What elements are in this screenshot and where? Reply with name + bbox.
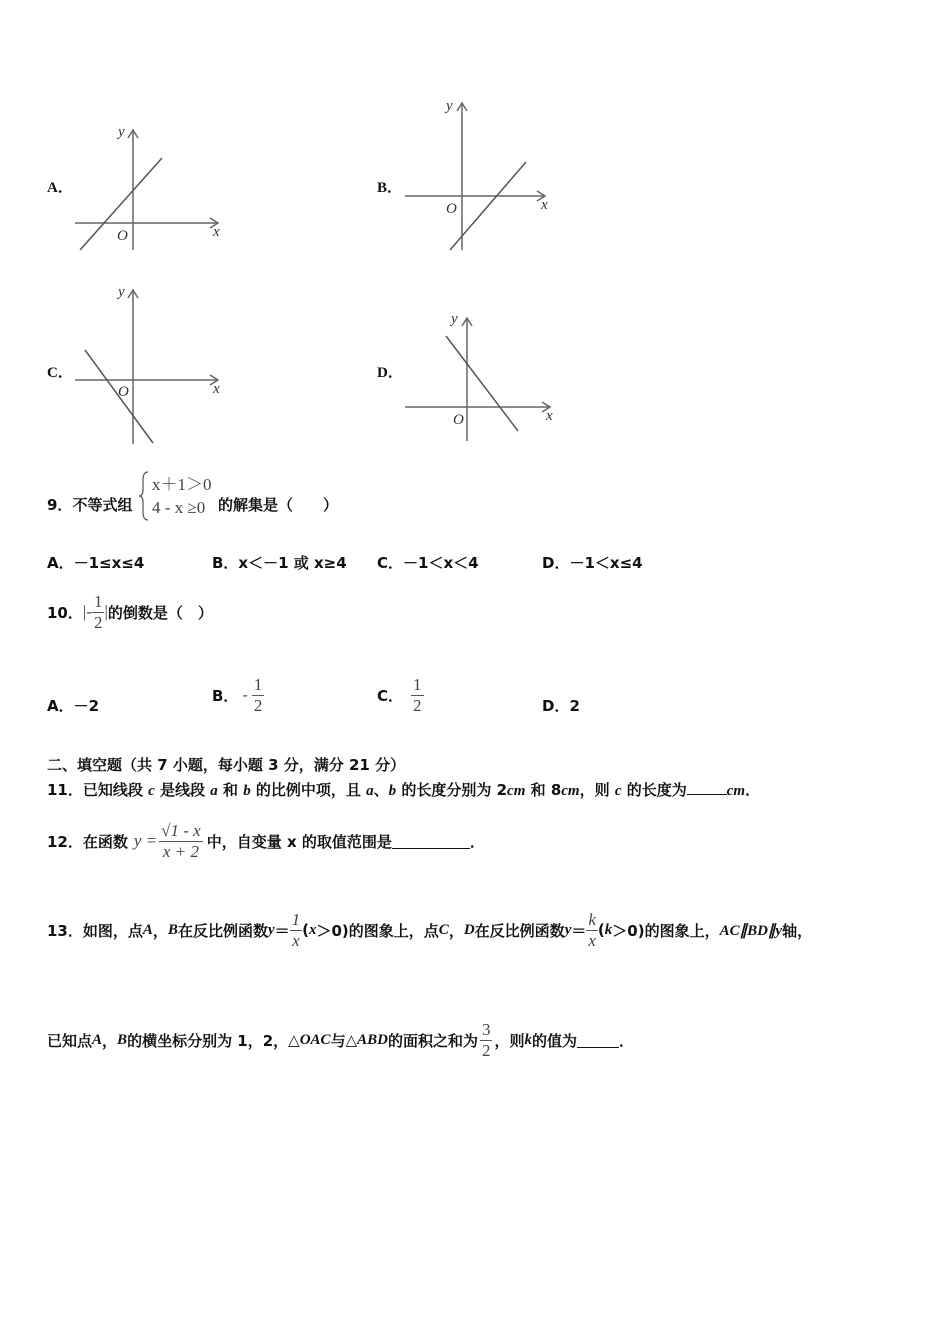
q11-u1: cm (507, 783, 526, 799)
q12-text (47, 812, 485, 870)
q11-text (47, 779, 760, 800)
q13-t5: ＞0)的图象上，点 (316, 921, 439, 940)
q11-number: 11． (47, 781, 83, 799)
origin-label: O (118, 384, 129, 400)
q13-ABD: ABD (357, 1031, 388, 1048)
q13-C: C (438, 921, 449, 938)
q11-u3: cm (726, 783, 746, 799)
q12-denominator: x + 2 (159, 841, 203, 862)
q13-k2: k (524, 1031, 532, 1048)
q12-prefix: 在函数 (82, 832, 128, 851)
y-label: y (451, 311, 458, 327)
q13-l2-t2: ， (102, 1031, 118, 1050)
q13-f3-numerator: 3 (481, 1019, 491, 1039)
section-2-title: 二、填空题（共 7 小题，每小题 3 分，满分 21 分） (47, 756, 406, 774)
q9-stem (47, 494, 132, 515)
q13-f1-denominator: x (290, 930, 303, 951)
q13-x1: x (309, 921, 317, 938)
origin-label: O (453, 412, 464, 428)
q13-t7: 在反比例函数 (474, 921, 565, 940)
q10-option-c (377, 670, 424, 720)
q10-option-b-fraction (252, 675, 265, 716)
q13-answer-blank[interactable] (577, 1033, 619, 1048)
q10-option-d: D．2 (542, 697, 580, 715)
q13-fraction-3 (480, 1020, 493, 1061)
q9-prefix: 不等式组 (72, 496, 133, 514)
q13-t6: ， (448, 921, 464, 940)
q12-fraction (159, 821, 203, 862)
q12-suffix: 中，自变量 x 的取值范围是 (206, 832, 392, 851)
q13-y2: y (564, 921, 572, 938)
q13-t10: 轴， (782, 921, 813, 940)
q10-denominator: 2 (93, 612, 103, 632)
q10-option-c-label: C． (377, 686, 404, 705)
q9-option-c: C．－1＜x＜4 (377, 554, 479, 572)
q13-f3-denominator: 2 (481, 1040, 491, 1060)
q13-l2-B: B (117, 1031, 128, 1048)
x-label: x (213, 381, 220, 397)
graph-c (70, 282, 230, 452)
q10-option-a: A．－2 (47, 697, 100, 715)
y-label: y (446, 98, 453, 114)
q10-abs-left: |- (82, 602, 92, 621)
q13-t9: ＞0)的图象上， (612, 921, 720, 940)
q13-number: 13． (47, 921, 83, 940)
q11-t9: 的长度为 (621, 781, 687, 799)
q11-t4: 的比例中项，且 (250, 781, 367, 799)
q13-f2-numerator: k (588, 909, 596, 929)
q11-t5: 、 (373, 781, 389, 799)
x-label: x (541, 197, 548, 213)
origin-label: O (117, 228, 128, 244)
q11-t3: 和 (217, 781, 244, 799)
q13-l2-t7: 的值为 (532, 1031, 578, 1050)
q11-a2: a (366, 783, 374, 799)
graph-d (400, 308, 565, 453)
q13-eq1: ＝ (274, 921, 290, 940)
q13-y1: y (267, 921, 275, 938)
q13-f1-numerator: 1 (291, 909, 301, 929)
q9-inequality-1: x＋1＞0 (152, 475, 212, 494)
q13-t8: ( (597, 921, 605, 939)
q11-b2: b (388, 783, 397, 799)
q12-end: ． (469, 832, 485, 851)
q11-c1: c (148, 783, 155, 799)
y-label: y (118, 284, 125, 300)
q13-fraction-2 (586, 910, 598, 951)
q13-k1: k (604, 921, 613, 938)
q13-line1 (47, 895, 812, 965)
q10-option-b-label: B． (212, 686, 239, 705)
q10-option-c-numerator: 1 (413, 674, 422, 694)
q13-B: B (167, 921, 178, 938)
q13-parallel: AC∥BD∥y (719, 922, 783, 939)
option-c-label: C． (47, 365, 73, 381)
q9-option-a: A．－1≤x≤4 (47, 554, 145, 572)
q13-l2-t5: 的面积之和为 (387, 1031, 478, 1050)
q9-suffix: 的解集是（ ） (218, 496, 339, 514)
q13-l2-t4: 与 (330, 1031, 346, 1050)
q10-option-b-numerator: 1 (253, 674, 263, 694)
q13-eq2: ＝ (571, 921, 587, 940)
x-label: x (546, 408, 553, 424)
q9-option-d: D．－1＜x≤4 (542, 554, 643, 572)
q13-D: D (463, 921, 475, 938)
q13-l2-t6: ，则 (494, 1031, 525, 1050)
option-b-label: B． (377, 180, 403, 196)
q10-numerator: 1 (93, 591, 103, 611)
q11-t6: 的长度分别为 2 (396, 781, 508, 799)
q11-a1: a (210, 783, 218, 799)
q11-b1: b (243, 783, 251, 799)
q10-option-b-denominator: 2 (253, 695, 263, 715)
y-label: y (118, 124, 125, 140)
q13-fraction-1 (290, 910, 303, 951)
q13-f2-denominator: x (588, 930, 596, 950)
q13-tri1: △ (288, 1031, 300, 1049)
option-a-label: A． (47, 180, 73, 196)
q9-brace (138, 468, 152, 524)
q13-A: A (142, 921, 153, 938)
q10-abs-right: | (104, 602, 108, 621)
q13-l2-A: A (92, 1031, 103, 1048)
origin-label: O (446, 201, 457, 217)
q12-number: 12． (47, 832, 83, 851)
q9-inequality-2: 4 - x ≥0 (152, 498, 206, 517)
q13-l2-t1: 已知点 (47, 1031, 93, 1050)
q12-y-eq: y = (133, 831, 158, 850)
q13-t4: ( (302, 921, 309, 939)
q10-option-b-sign: - (242, 686, 248, 704)
q11-t7: 和 8 (525, 781, 562, 799)
graph-b (400, 95, 560, 255)
q13-l2-t3: 的横坐标分别为 1，2， (127, 1031, 289, 1050)
q11-t10: ． (745, 781, 761, 799)
q10-fraction (92, 591, 108, 633)
q11-u2: cm (561, 783, 580, 799)
q13-t1: 如图，点 (82, 921, 143, 940)
q10-option-c-denominator: 2 (413, 695, 422, 715)
q11-c2: c (614, 783, 622, 799)
q10-suffix: 的倒数是（ ） (107, 603, 213, 622)
q13-t2: ， (152, 921, 168, 940)
q9-option-b: B．x＜－1 或 x≥4 (212, 554, 347, 572)
graph-a (70, 120, 230, 260)
q13-line2 (47, 1008, 634, 1072)
q11-t2: 是线段 (154, 781, 211, 799)
q12-numerator: √1 - x (161, 820, 201, 840)
q10-option-b (212, 670, 264, 720)
q10-number: 10． (47, 603, 83, 622)
q11-answer-blank[interactable] (687, 780, 727, 795)
q9-number: 9． (47, 496, 73, 514)
q10-stem (47, 586, 213, 638)
q13-tri2: △ (345, 1031, 358, 1049)
q13-l2-end: ． (619, 1031, 635, 1050)
q13-t3: 在反比例函数 (177, 921, 268, 940)
q13-OAC: OAC (299, 1031, 331, 1048)
q12-answer-blank[interactable] (392, 834, 470, 849)
q11-t1: 已知线段 (82, 781, 149, 799)
x-label: x (213, 224, 220, 240)
q11-t8: ，则 (579, 781, 615, 799)
option-d-label: D． (377, 365, 403, 381)
q10-option-c-fraction (411, 675, 424, 716)
